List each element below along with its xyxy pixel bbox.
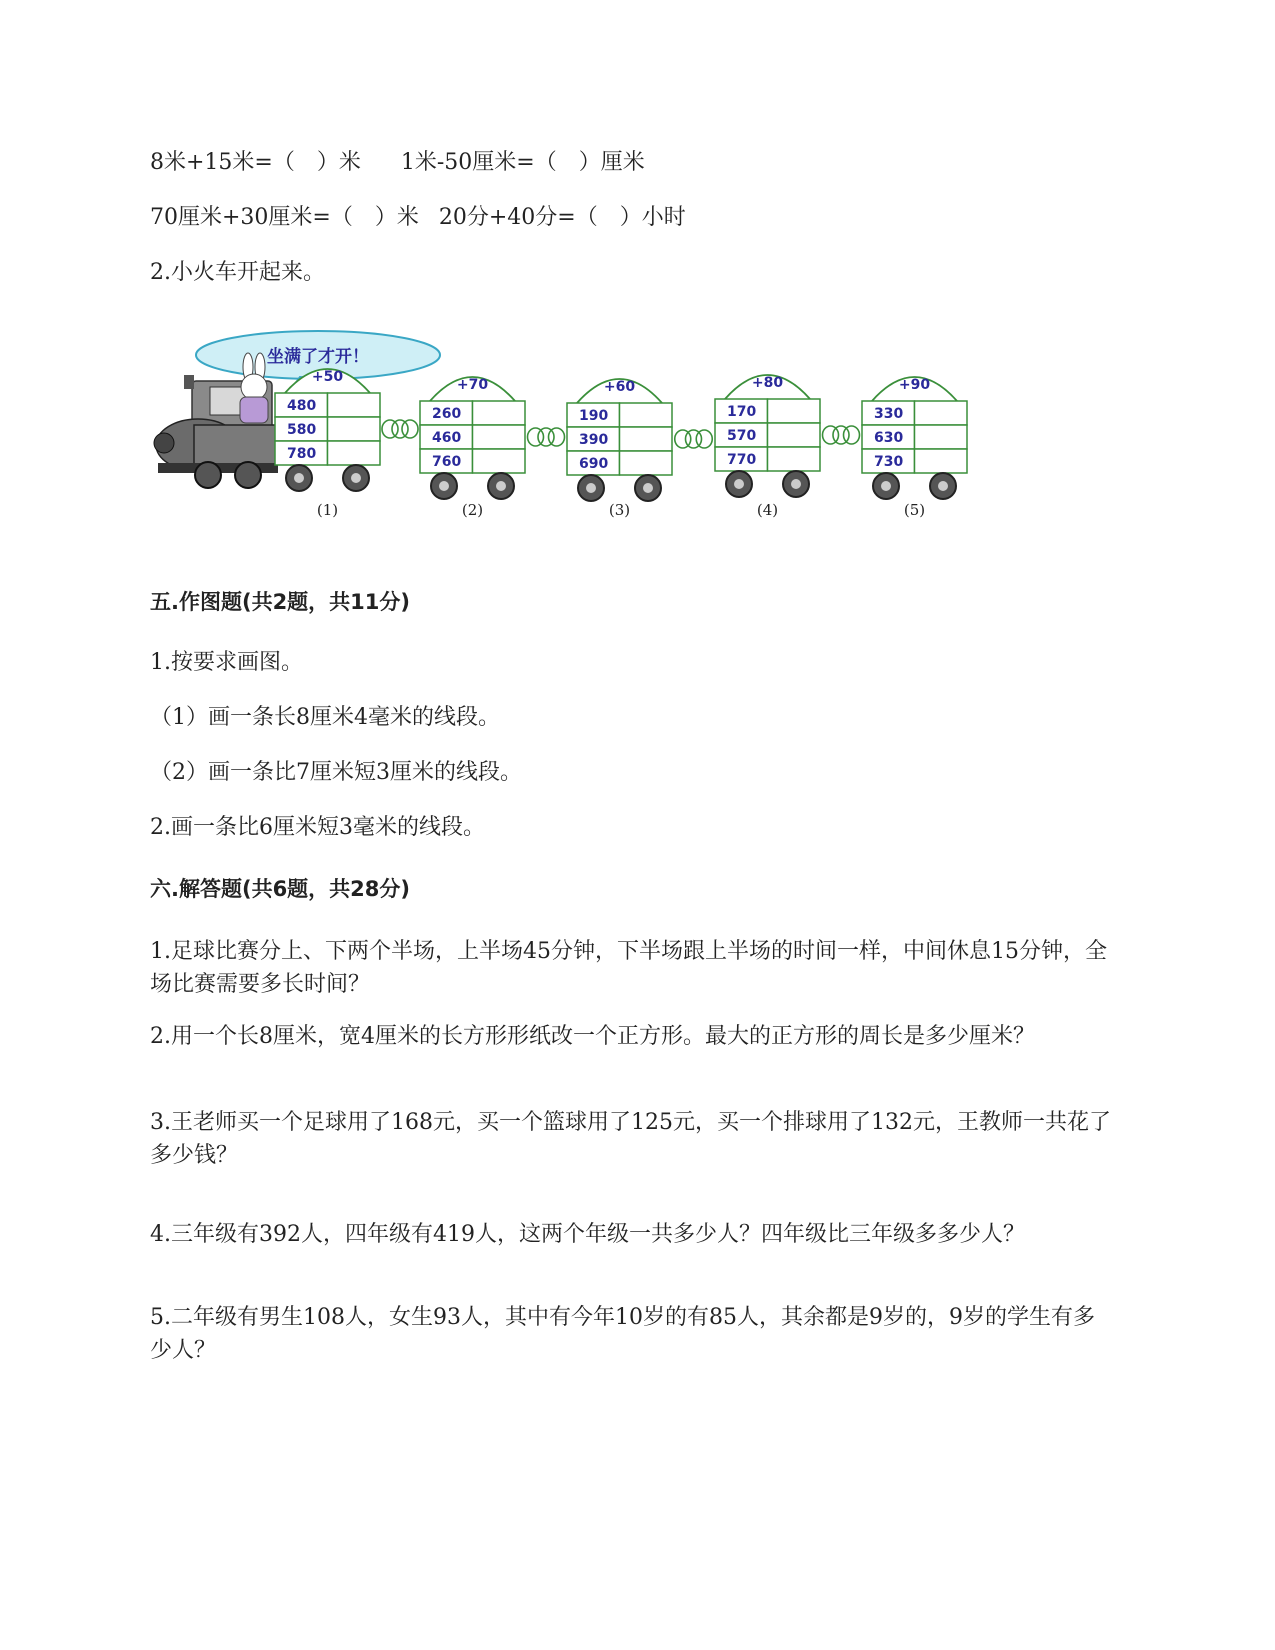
wheel-hub <box>881 481 891 491</box>
answer-cell[interactable] <box>915 401 968 425</box>
car-number: 690 <box>579 456 609 472</box>
answer-cell[interactable] <box>620 427 673 451</box>
section5-q1-1: （1）画一条长8厘米4毫米的线段。 <box>150 705 500 730</box>
car-number: 190 <box>579 408 609 424</box>
car-number: 480 <box>287 398 317 414</box>
car-number: 730 <box>874 454 904 470</box>
car-number: 630 <box>874 430 904 446</box>
wheel-hub <box>938 481 948 491</box>
car-number: 780 <box>287 446 317 462</box>
coupling-ring <box>402 420 418 438</box>
car-number: 580 <box>287 422 317 438</box>
answer-cell[interactable] <box>768 399 821 423</box>
wheel-hub <box>351 473 361 483</box>
conversion-2a: 70厘米+30厘米=（ ）米 <box>150 205 419 230</box>
train-car-5 <box>862 377 967 519</box>
answer-cell[interactable] <box>473 401 526 425</box>
wheel-hub <box>496 481 506 491</box>
wheel-hub <box>586 483 596 493</box>
answer-cell[interactable] <box>768 423 821 447</box>
car-number: 260 <box>432 406 462 422</box>
car-operator: +90 <box>898 377 931 393</box>
car-operator: +60 <box>603 379 636 395</box>
wheel-hub <box>294 473 304 483</box>
answer-cell[interactable] <box>915 449 968 473</box>
wheel-hub <box>791 479 801 489</box>
section5-q1: 1.按要求画图。 <box>150 650 303 675</box>
section6-q1: 1.足球比赛分上、下两个半场，上半场45分钟，下半场跟上半场的时间一样，中间休息15分钟，全场比赛需要多长时间？ <box>150 939 1107 997</box>
car-operator: +80 <box>751 375 784 391</box>
section6-q5: 5.二年级有男生108人，女生93人，其中有今年10岁的有85人，其余都是9岁的，9岁的学生有多少人？ <box>150 1305 1095 1363</box>
section6-q4: 4.三年级有392人，四年级有419人，这两个年级一共多少人？四年级比三年级多多少人？ <box>150 1222 1025 1247</box>
answer-cell[interactable] <box>328 417 381 441</box>
answer-cell[interactable] <box>473 449 526 473</box>
answer-cell[interactable] <box>620 403 673 427</box>
car-number: 170 <box>727 404 757 420</box>
coupling-ring <box>392 420 408 438</box>
answer-cell[interactable] <box>768 447 821 471</box>
conversion-1a: 8米+15米=（ ）米 <box>150 150 361 175</box>
car-label: (1) <box>316 501 339 519</box>
answer-cell[interactable] <box>328 393 381 417</box>
train-car-3 <box>567 379 712 519</box>
train-question: 2.小火车开起来。 <box>150 260 325 285</box>
wheel-hub <box>643 483 653 493</box>
car-label: (3) <box>608 501 631 519</box>
car-number: 770 <box>727 452 757 468</box>
car-operator: +50 <box>311 369 344 385</box>
section5-q2: 2.画一条比6厘米短3毫米的线段。 <box>150 815 485 840</box>
car-number: 570 <box>727 428 757 444</box>
train-car-2 <box>420 377 565 519</box>
train-cars <box>275 369 967 519</box>
car-label: (4) <box>756 501 779 519</box>
section5-q1-2: （2）画一条比7厘米短3厘米的线段。 <box>150 760 522 785</box>
car-number: 760 <box>432 454 462 470</box>
section6-q3: 3.王老师买一个足球用了168元，买一个篮球用了125元，买一个排球用了132元，王教师一共花了多少钱？ <box>150 1110 1111 1168</box>
train-illustration <box>150 325 1020 555</box>
conversion-row-1 <box>150 148 645 178</box>
car-operator: +70 <box>456 377 489 393</box>
section6-heading: 六.解答题(共6题，共28分) <box>150 877 411 901</box>
coupling-ring <box>549 428 565 446</box>
answer-cell[interactable] <box>473 425 526 449</box>
bubble-text: 坐满了才开！ <box>267 347 369 367</box>
conversion-2b: 20分+40分=（ ）小时 <box>438 205 686 230</box>
car-number: 330 <box>874 406 904 422</box>
locomotive-icon <box>154 353 278 488</box>
car-number: 390 <box>579 432 609 448</box>
car-label: (2) <box>461 501 484 519</box>
car-label: (5) <box>903 501 926 519</box>
conversion-row-2 <box>150 203 686 233</box>
train-car-4 <box>715 375 860 519</box>
coupling-ring <box>844 426 860 444</box>
coupling-ring <box>696 430 712 448</box>
answer-cell[interactable] <box>328 441 381 465</box>
section5-heading: 五.作图题(共2题，共11分) <box>150 590 411 614</box>
section6-q2: 2.用一个长8厘米，宽4厘米的长方形形纸改一个正方形。最大的正方形的周长是多少厘米？ <box>150 1024 1035 1049</box>
answer-cell[interactable] <box>620 451 673 475</box>
coupling-ring <box>382 420 398 438</box>
wheel-hub <box>734 479 744 489</box>
conversion-1b: 1米-50厘米=（ ）厘米 <box>400 150 645 175</box>
train-car-1 <box>275 369 418 519</box>
wheel-hub <box>439 481 449 491</box>
car-number: 460 <box>432 430 462 446</box>
answer-cell[interactable] <box>915 425 968 449</box>
